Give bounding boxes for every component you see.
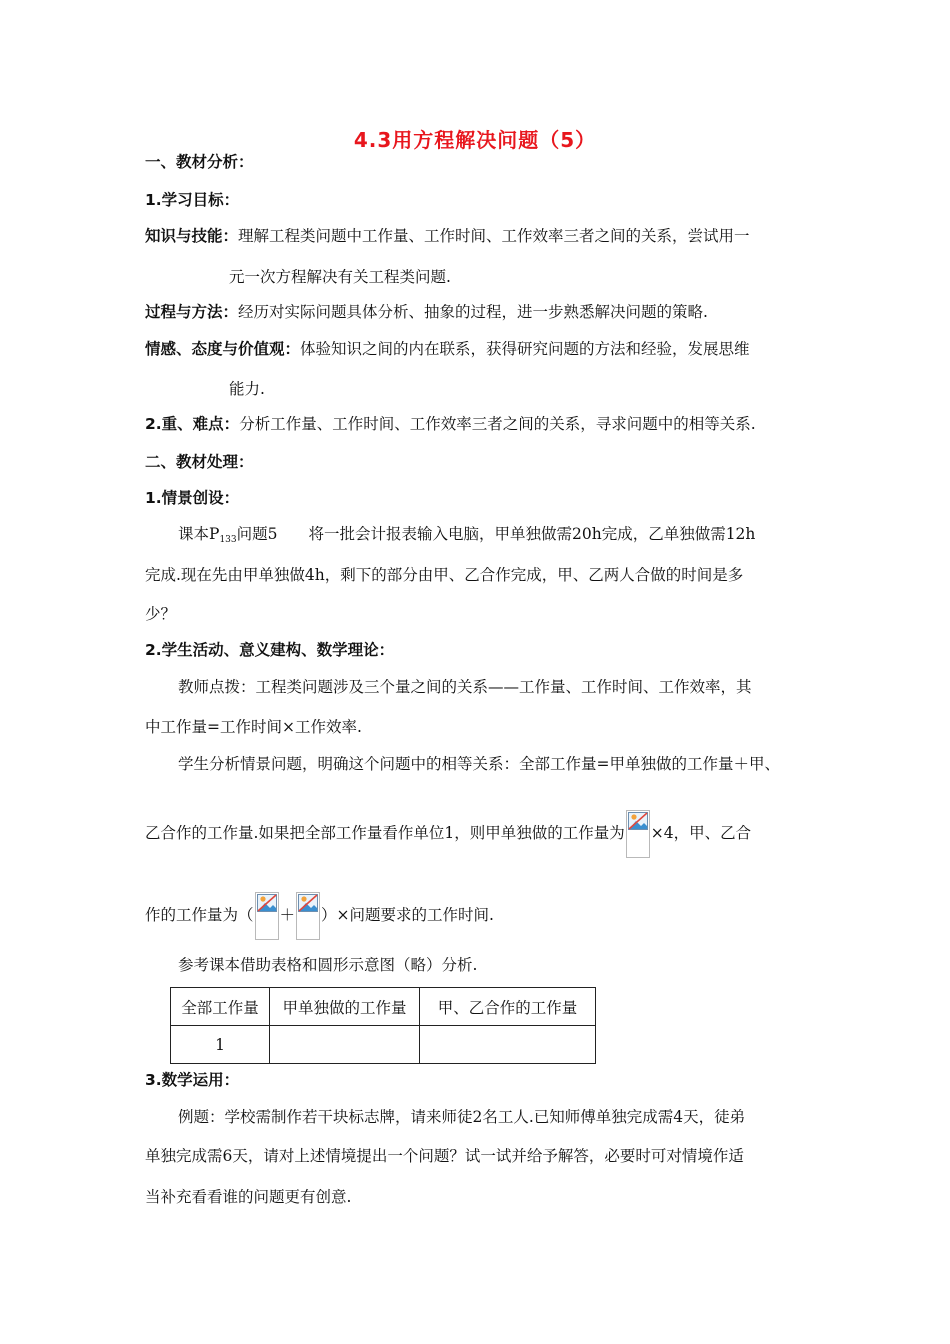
section-heading-analysis: 一、教材分析：: [145, 153, 254, 171]
broken-image-icon: [626, 810, 650, 858]
work-table: [170, 987, 596, 1064]
table-header-row: [171, 988, 596, 1026]
scene-heading: 1.情景创设：: [145, 489, 240, 507]
activity-para-2: 中工作量=工作时间×工作效率.: [145, 718, 362, 736]
apply-para-2: 单独完成需6天，请对上述情境提出一个问题？试一试并给予解答，必要时可对情境作适: [145, 1147, 744, 1165]
activity-text-5b: ）×问题要求的工作时间.: [321, 906, 494, 924]
apply-heading: 3.数学运用：: [145, 1071, 240, 1089]
plus-sign: ＋: [279, 906, 296, 924]
table-cell: [270, 1026, 420, 1064]
key-points-line: [145, 414, 756, 434]
process-text: 经历对实际问题具体分析、抽象的过程，进一步熟悉解决问题的策略.: [238, 303, 708, 321]
section-heading-processing: 二、教材处理：: [145, 453, 254, 471]
emotion-text-2: 能力.: [229, 380, 265, 398]
activity-text-4b: ×4，甲、乙合: [650, 824, 752, 842]
process-label: 过程与方法：: [145, 303, 239, 321]
table-cell: 1: [171, 1026, 270, 1064]
table-header-cell: 甲、乙合作的工作量: [420, 988, 596, 1026]
knowledge-line: [145, 226, 750, 246]
emotion-label: 情感、态度与价值观：: [145, 340, 301, 358]
knowledge-text-1: 理解工程类问题中工作量、工作时间、工作效率三者之间的关系，尝试用一: [238, 227, 750, 245]
key-points-label: 2.重、难点：: [145, 415, 240, 433]
emotion-line: [145, 339, 750, 359]
page-title: 4.3用方程解决问题（5）: [353, 128, 597, 152]
knowledge-label: 知识与技能：: [145, 227, 239, 245]
scene-para-2: 完成.现在先由甲单独做4h，剩下的部分由甲、乙合作完成，甲、乙两人合做的时间是多: [145, 566, 744, 584]
activity-para-5: [145, 890, 494, 940]
activity-para-1: 教师点拨：工程类问题涉及三个量之间的关系——工作量、工作时间、工作效率，其: [178, 678, 752, 696]
key-points-text: 分析工作量、工作时间、工作效率三者之间的关系，寻求问题中的相等关系.: [239, 415, 756, 433]
goals-heading: 1.学习目标：: [145, 191, 240, 209]
apply-para-3: 当补充看看谁的问题更有创意.: [145, 1188, 352, 1206]
table-header-cell: 全部工作量: [171, 988, 270, 1026]
broken-image-icon: [255, 892, 279, 940]
scene-para-3: 少？: [145, 605, 177, 623]
activity-text-4a: 乙合作的工作量.如果把全部工作量看作单位1，则甲单独做的工作量为: [145, 824, 625, 842]
knowledge-text-2: 元一次方程解决有关工程类问题.: [229, 268, 451, 286]
scene-page-subscript: 133: [219, 535, 237, 545]
scene-text-b: 问题5 将一批会计报表输入电脑，甲单独做需20h完成，乙单独做需12h: [236, 525, 756, 543]
activity-para-3: 学生分析情景问题，明确这个问题中的相等关系：全部工作量=甲单独做的工作量＋甲、: [178, 755, 780, 773]
table-cell: [420, 1026, 596, 1064]
emotion-text-1: 体验知识之间的内在联系，获得研究问题的方法和经验，发展思维: [300, 340, 750, 358]
scene-text-a: 课本P: [178, 525, 220, 543]
apply-para-1: 例题：学校需制作若干块标志牌，请来师徒2名工人.已知师傅单独完成需4天，徒弟: [178, 1108, 746, 1126]
activity-text-5a: 作的工作量为（: [145, 906, 254, 924]
process-line: [145, 302, 708, 322]
table-header-cell: 甲单独做的工作量: [270, 988, 420, 1026]
activity-heading: 2.学生活动、意义建构、数学理论：: [145, 641, 395, 659]
table-row: [171, 1026, 596, 1064]
scene-para-1: [178, 524, 755, 550]
broken-image-icon: [296, 892, 320, 940]
activity-para-4: [145, 808, 751, 858]
activity-para-6: 参考课本借助表格和圆形示意图（略）分析.: [178, 956, 478, 974]
